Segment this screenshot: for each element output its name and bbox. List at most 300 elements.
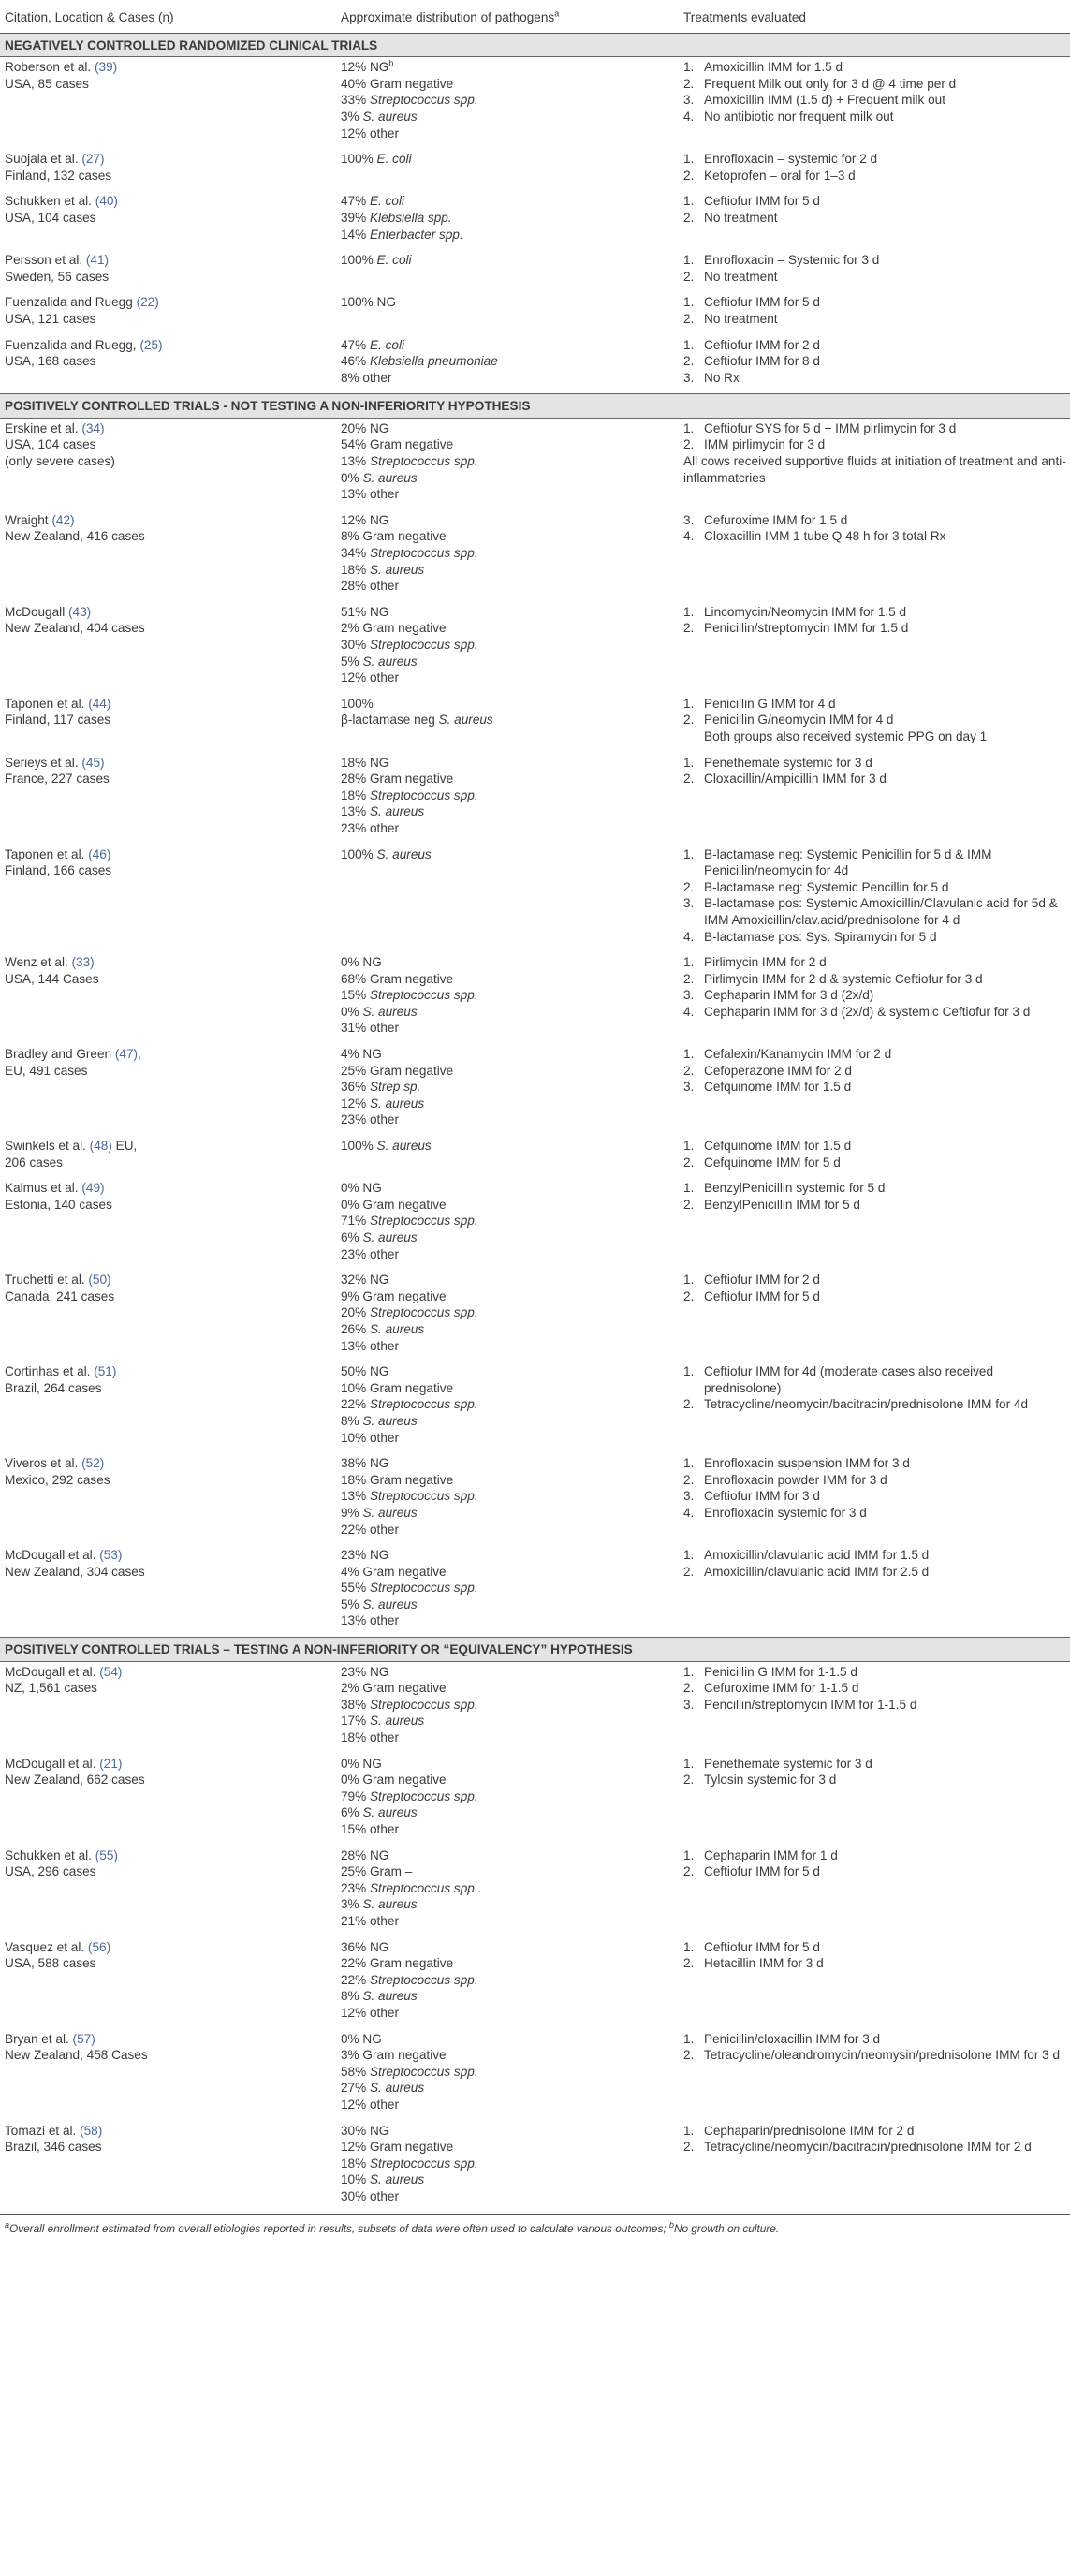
treatment-number: 2. [683, 1956, 695, 1971]
pathogen-line [341, 1229, 676, 1246]
location-cases: USA, 588 cases [5, 1956, 96, 1971]
pathogen-value: 8% S. aureus [341, 1989, 418, 2004]
pathogen-value: 0% NG [341, 1181, 382, 1196]
treatment-text: Amoxicillin IMM (1.5 d) + Frequent milk out [704, 93, 945, 108]
location-cases: Sweden, 56 cases [5, 269, 110, 284]
citation-reference-link[interactable]: (48) [89, 1139, 112, 1154]
location-cases: France, 227 cases [5, 772, 110, 787]
citation-reference-link[interactable]: (56) [87, 1939, 111, 1954]
treatment-item [683, 109, 1066, 125]
pathogen-line [341, 1772, 676, 1788]
footnote-a-text: Overall enrollment estimated from overall etiologies reported in results, subsets of data were often used to calculate various outcomes; [9, 2222, 667, 2236]
pathogen-line [341, 1213, 676, 1229]
pathogen-line [341, 193, 676, 210]
pathogen-cell [337, 1362, 680, 1453]
pathogen-line [341, 252, 676, 269]
citation-reference-link[interactable]: (50) [88, 1273, 111, 1288]
citation-cell [0, 335, 337, 394]
table-row [0, 57, 1070, 149]
pathogen-line [341, 512, 676, 529]
treatment-text: B-lactamase neg: Systemic Pencillin for 5 d [704, 879, 949, 894]
pathogen-line [341, 1413, 676, 1430]
citation-line [5, 1756, 333, 1773]
treatment-number: 3. [683, 512, 695, 527]
pathogen-line [341, 453, 676, 470]
pathogen-cell [337, 149, 680, 191]
pathogen-cell [337, 1044, 680, 1136]
pathogen-value: 2% Gram negative [341, 621, 447, 636]
pathogen-line [341, 1363, 676, 1380]
pathogen-value: 13% other [341, 1338, 399, 1353]
pathogen-value: 12% other [341, 2097, 399, 2112]
treatment-item [683, 1455, 1066, 1472]
pathogen-cell [337, 602, 680, 694]
pathogen-value: 38% Streptococcus spp. [341, 1697, 478, 1712]
header-pathogens [337, 9, 680, 33]
pathogen-cell [337, 694, 680, 753]
header-treatments [680, 9, 1070, 33]
treatment-text: Pencillin/streptomycin IMM for 1-1.5 d [704, 1697, 917, 1712]
citation-cell [0, 2121, 337, 2213]
treatment-text: Penicillin/cloxacillin IMM for 3 d [704, 2031, 881, 2046]
treatment-item [683, 846, 1066, 879]
citation-reference-link[interactable]: (44) [88, 696, 111, 711]
treatment-text: Amoxicillin/clavulanic acid IMM for 1.5 d [704, 1548, 930, 1563]
pathogen-value: 23% other [341, 1112, 399, 1127]
location-cases: USA, 144 Cases [5, 971, 99, 986]
citation-authors: Tomazi et al. [5, 2123, 77, 2138]
pathogen-value: 0% NG [341, 1756, 382, 1771]
treatment-text: No antibiotic nor frequent milk out [704, 109, 894, 124]
location-cases: Canada, 241 cases [5, 1288, 115, 1303]
citation-reference-link[interactable]: (41) [85, 253, 110, 268]
pathogen-line [341, 76, 676, 93]
treatment-text: No treatment [704, 210, 778, 225]
citation-reference-link[interactable]: (46) [88, 846, 111, 861]
table-row [0, 952, 1070, 1044]
treatment-item [683, 895, 1066, 928]
pathogen-cell [337, 1661, 680, 1753]
citation-reference-link[interactable]: (39) [94, 60, 118, 75]
treatment-text: Ceftiofur IMM for 8 d [704, 354, 820, 369]
pathogen-line [341, 1804, 676, 1821]
citation-authors: Bradley and Green [5, 1047, 112, 1062]
citation-cell [0, 57, 337, 149]
pathogen-value: 8% other [341, 370, 392, 385]
location-cases: EU, 491 cases [5, 1063, 88, 1078]
citation-line [5, 337, 333, 354]
citation-reference-link[interactable]: (58) [80, 2123, 103, 2138]
pathogen-value: 100% NG [341, 295, 396, 310]
section-header-row [0, 33, 1070, 57]
pathogen-value: 12% NG [341, 60, 389, 75]
citation-line [5, 420, 333, 437]
pathogen-line [341, 696, 676, 713]
pathogen-cell [337, 2121, 680, 2213]
table-row [0, 602, 1070, 694]
treatment-text: Ceftiofur IMM for 4d (moderate cases also received prednisolone) [704, 1364, 994, 1395]
pathogen-value: 18% NG [341, 755, 389, 770]
citation-reference-link[interactable]: (40) [95, 194, 118, 209]
citation-line [5, 193, 333, 210]
treatments-cell [680, 1136, 1070, 1178]
citation-cell [0, 1545, 337, 1637]
pathogen-line [341, 1079, 676, 1096]
pathogen-value: 34% Streptococcus spp. [341, 546, 478, 561]
treatment-number: 1. [683, 60, 695, 75]
table-row [0, 292, 1070, 334]
pathogen-value: 12% other [341, 2005, 399, 2020]
treatments-cell [680, 845, 1070, 953]
treatment-number: 4. [683, 929, 695, 944]
pathogen-line [341, 820, 676, 837]
treatment-number: 1. [683, 1047, 695, 1062]
citation-line [5, 512, 333, 529]
section-title: NEGATIVELY CONTROLLED RANDOMIZED CLINICAL TRIALS [0, 33, 1070, 57]
treatment-item [683, 294, 1066, 311]
pathogen-line [341, 1488, 676, 1505]
citation-reference-link[interactable]: (52) [81, 1456, 105, 1471]
pathogen-value: 22% Streptococcus spp. [341, 1972, 478, 1987]
treatment-text: Ceftiofur IMM for 3 d [704, 1489, 820, 1504]
pathogen-cell [337, 1754, 680, 1846]
pathogen-line [341, 337, 676, 354]
table-row [0, 1453, 1070, 1545]
citation-line [5, 1046, 333, 1063]
treatment-item [683, 1547, 1066, 1564]
pathogen-cell [337, 57, 680, 149]
citation-cell [0, 510, 337, 602]
pathogen-line [341, 2031, 676, 2048]
pathogen-value: 3% Gram negative [341, 2048, 447, 2063]
treatment-item [683, 436, 1066, 453]
header-pathogens-footnote-mark: a [554, 8, 560, 19]
pathogen-cell [337, 1937, 680, 2029]
treatment-text: Ceftiofur IMM for 5 d [704, 1288, 820, 1303]
treatment-item [683, 879, 1066, 896]
location-cases: Brazil, 346 cases [5, 2140, 102, 2155]
pathogen-cell [337, 418, 680, 509]
treatment-item [683, 620, 1066, 637]
treatment-item [683, 1756, 1066, 1773]
pathogen-line [341, 1597, 676, 1613]
pathogen-line [341, 2123, 676, 2140]
treatment-text: Cephaparin IMM for 3 d (2x/d) [704, 988, 874, 1003]
treatment-number: 1. [683, 2123, 695, 2138]
pathogen-line [341, 1396, 676, 1413]
pathogen-line [341, 2005, 676, 2022]
pathogen-value: 40% Gram negative [341, 76, 454, 91]
treatment-text: Pirlimycin IMM for 2 d & systemic Ceftiofur for 3 d [704, 971, 983, 986]
pathogen-line [341, 1988, 676, 2005]
treatment-text: Penicillin G IMM for 1-1.5 d [704, 1664, 857, 1679]
treatment-item [683, 92, 1066, 109]
treatment-number: 2. [683, 1864, 695, 1879]
treatments-cell [680, 418, 1070, 509]
citation-line [5, 252, 333, 269]
pathogen-value: β-lactamase neg S. aureus [341, 713, 493, 728]
table-row [0, 418, 1070, 509]
pathogen-cell [337, 250, 680, 292]
treatment-text: Cloxacillin/Ampicillin IMM for 3 d [704, 772, 887, 787]
pathogen-line [341, 420, 676, 437]
table-row [0, 845, 1070, 953]
citation-cell [0, 1136, 337, 1178]
treatment-number: 2. [683, 2140, 695, 2155]
pathogen-line [341, 1046, 676, 1063]
pathogen-line [341, 436, 676, 453]
table-row [0, 1545, 1070, 1637]
table-header [0, 9, 1070, 33]
pathogen-value: 46% Klebsiella pneumoniae [341, 354, 498, 369]
table-row [0, 335, 1070, 394]
pathogen-line [341, 1547, 676, 1564]
treatment-number: 2. [683, 1773, 695, 1788]
table-row [0, 1270, 1070, 1362]
pathogen-value: 0% NG [341, 955, 382, 970]
citation-cell [0, 2029, 337, 2121]
location-cases: Finland, 132 cases [5, 168, 112, 183]
pathogen-line [341, 562, 676, 579]
treatment-text: Hetacillin IMM for 3 d [704, 1956, 824, 1971]
pathogen-value: 18% other [341, 1730, 399, 1745]
pathogen-line [341, 470, 676, 487]
pathogen-value: 0% S. aureus [341, 470, 418, 485]
pathogen-value: 18% Gram negative [341, 1472, 454, 1487]
treatment-item [683, 2031, 1066, 2048]
citation-reference-link[interactable]: (43) [68, 604, 92, 619]
citation-cell [0, 602, 337, 694]
treatments-cell [680, 335, 1070, 394]
citation-cell [0, 1044, 337, 1136]
treatment-item [683, 370, 1066, 387]
pathogen-line [341, 227, 676, 243]
treatment-number: 1. [683, 295, 695, 310]
pathogen-value: 21% other [341, 1913, 399, 1928]
treatment-number: 1. [683, 337, 695, 352]
pathogen-line [341, 712, 676, 729]
pathogen-value: 100% E. coli [341, 253, 412, 268]
treatment-number: 3. [683, 1697, 695, 1712]
footnote-b-text: No growth on culture. [673, 2222, 780, 2236]
pathogen-line [341, 353, 676, 370]
treatments-cell [680, 2121, 1070, 2213]
treatment-text: Lincomycin/Neomycin IMM for 1.5 d [704, 604, 907, 619]
citation-reference-link[interactable]: (47), [114, 1047, 141, 1062]
treatment-item [683, 252, 1066, 269]
citation-cell [0, 694, 337, 753]
treatment-number: 2. [683, 1397, 695, 1412]
treatment-item [683, 1363, 1066, 1396]
treatment-trials-table [0, 9, 1070, 2212]
treatment-text: IMM pirlimycin for 3 d [704, 437, 826, 452]
location-cases: New Zealand, 662 cases [5, 1773, 145, 1788]
citation-authors: McDougall [5, 604, 66, 619]
pathogen-value: 10% Gram negative [341, 1380, 454, 1395]
pathogen-line [341, 654, 676, 670]
treatment-item [683, 1488, 1066, 1505]
pathogen-line [341, 370, 676, 387]
treatments-cell [680, 1044, 1070, 1136]
citation-reference-link[interactable]: (57) [72, 2031, 95, 2046]
pathogen-line [341, 1380, 676, 1397]
treatment-item [683, 2047, 1066, 2064]
treatments-cell [680, 191, 1070, 250]
treatment-number: 4. [683, 529, 695, 544]
citation-line [5, 755, 333, 772]
treatment-text: Penicillin G IMM for 4 d [704, 696, 836, 711]
treatment-number: 1. [683, 1456, 695, 1471]
citation-cell [0, 1846, 337, 1937]
treatment-text: Ceftiofur IMM for 5 d [704, 194, 820, 209]
treatment-text: Ceftiofur IMM for 5 d [704, 1939, 820, 1954]
treatment-item [683, 929, 1066, 946]
pathogen-value: 12% NG [341, 512, 389, 527]
pathogen-footnote-mark: b [388, 58, 394, 68]
pathogen-line [341, 1472, 676, 1489]
citation-authors: McDougall et al. [5, 1756, 96, 1771]
treatment-number: 2. [683, 621, 695, 636]
pathogen-line [341, 788, 676, 804]
pathogen-cell [337, 952, 680, 1044]
pathogen-line [341, 1455, 676, 1472]
treatment-text: Tylosin systemic for 3 d [704, 1773, 837, 1788]
location-cases: Brazil, 264 cases [5, 1380, 102, 1395]
treatment-text: Cefquinome IMM for 1.5 d [704, 1080, 852, 1095]
citation-authors: Suojala et al. [5, 152, 79, 167]
treatment-item [683, 76, 1066, 93]
treatment-text: Enrofloxacin – Systemic for 3 d [704, 253, 880, 268]
treatment-number: 1. [683, 1756, 695, 1771]
pathogen-value: 28% Gram negative [341, 772, 454, 787]
treatments-cell [680, 1545, 1070, 1637]
pathogen-line [341, 578, 676, 595]
location-cases: New Zealand, 304 cases [5, 1564, 145, 1579]
pathogen-value: 38% NG [341, 1456, 389, 1471]
treatment-item [683, 1180, 1066, 1197]
treatment-number: 3. [683, 93, 695, 108]
pathogen-line [341, 2156, 676, 2172]
treatment-number: 3. [683, 988, 695, 1003]
citation-reference-link[interactable]: (51) [94, 1364, 117, 1379]
table-row [0, 149, 1070, 191]
treatment-item [683, 755, 1066, 772]
pathogen-value: 12% other [341, 125, 399, 140]
treatment-number: 1. [683, 696, 695, 711]
treatment-number: 4. [683, 1505, 695, 1520]
table-footnote [0, 2214, 1070, 2238]
pathogen-value: 25% Gram negative [341, 1063, 454, 1078]
pathogen-value: 22% Streptococcus spp. [341, 1397, 478, 1412]
treatment-item [683, 1396, 1066, 1413]
pathogen-cell [337, 1270, 680, 1362]
pathogen-line [341, 1664, 676, 1681]
citation-reference-link[interactable]: (55) [95, 1847, 118, 1862]
citation-reference-link[interactable]: (22) [136, 295, 159, 310]
treatment-number: 1. [683, 755, 695, 770]
treatments-cell [680, 753, 1070, 845]
citation-cell [0, 753, 337, 845]
treatment-item [683, 712, 1066, 729]
treatment-number: 1. [683, 604, 695, 619]
citation-authors: McDougall et al. [5, 1664, 96, 1679]
pathogen-value: 13% S. aureus [341, 804, 425, 819]
citation-line [5, 846, 333, 863]
citation-authors: Schukken et al. [5, 1847, 92, 1862]
treatment-item [683, 420, 1066, 437]
citation-cell [0, 292, 337, 334]
pathogen-line [341, 1564, 676, 1581]
citation-reference-link[interactable]: (27) [81, 152, 105, 167]
citation-authors: Viveros et al. [5, 1456, 79, 1471]
citation-reference-link[interactable]: (34) [81, 420, 105, 435]
treatment-note: Both groups also received systemic PPG on day 1 [704, 729, 988, 743]
citation-cell [0, 149, 337, 191]
pathogen-value: 12% Gram negative [341, 2140, 454, 2155]
pathogen-value: 14% Enterbacter spp. [341, 227, 463, 242]
table-row [0, 1661, 1070, 1753]
pathogen-value: 6% S. aureus [341, 1230, 418, 1244]
citation-reference-link[interactable]: (42) [51, 512, 75, 527]
pathogen-line [341, 1430, 676, 1447]
citation-reference-link[interactable]: (49) [81, 1181, 105, 1196]
footnote-b-mark: b [668, 2220, 674, 2230]
table-row [0, 694, 1070, 753]
header-pathogens-label: Approximate distribution of pathogens [341, 10, 555, 24]
citation-reference-link[interactable]: (25) [139, 337, 163, 352]
citation-reference-link[interactable]: (33) [71, 955, 95, 970]
treatments-cell [680, 1362, 1070, 1453]
treatment-number: 1. [683, 1939, 695, 1954]
pathogen-cell [337, 753, 680, 845]
treatment-text: B-lactamase pos: Systemic Amoxicillin/Clavulanic acid for 5d & IMM Amoxicillin/clav.acid/prednisolone for 4 d [704, 896, 1058, 927]
citation-line [5, 1180, 333, 1197]
treatment-text: Cefalexin/Kanamycin IMM for 2 d [704, 1047, 892, 1062]
treatment-text: Enrofloxacin powder IMM for 3 d [704, 1472, 887, 1487]
treatment-text: Enrofloxacin – systemic for 2 d [704, 152, 878, 167]
pathogen-line [341, 1111, 676, 1128]
citation-reference-link[interactable]: (53) [99, 1548, 123, 1563]
pathogen-value: 25% Gram – [341, 1864, 413, 1879]
citation-authors: Taponen et al. [5, 846, 85, 861]
treatment-number: 2. [683, 354, 695, 369]
location-cases: USA, 104 cases [5, 210, 96, 225]
treatment-item [683, 604, 1066, 621]
pathogen-line [341, 1821, 676, 1838]
citation-reference-link[interactable]: (45) [81, 755, 105, 770]
header-citation [0, 9, 337, 33]
treatments-cell [680, 602, 1070, 694]
treatment-item [683, 1197, 1066, 1214]
treatments-cell [680, 510, 1070, 602]
treatment-item [683, 1564, 1066, 1581]
treatment-text: Penicillin/streptomycin IMM for 1.5 d [704, 621, 909, 636]
pathogen-value: 12% other [341, 670, 399, 685]
citation-line [5, 1847, 333, 1864]
treatment-number: 1. [683, 955, 695, 970]
citation-line [5, 151, 333, 168]
treatment-item [683, 1079, 1066, 1096]
pathogen-line [341, 1288, 676, 1305]
section-header-row [0, 394, 1070, 419]
treatment-number: 2. [683, 1063, 695, 1078]
location-cases: New Zealand, 458 Cases [5, 2048, 148, 2063]
treatment-number: 2. [683, 2048, 695, 2063]
citation-reference-link[interactable]: (21) [99, 1756, 123, 1771]
citation-line [5, 59, 333, 76]
treatment-text: Cefquinome IMM for 1.5 d [704, 1139, 852, 1154]
citation-reference-link[interactable]: (54) [99, 1664, 123, 1679]
